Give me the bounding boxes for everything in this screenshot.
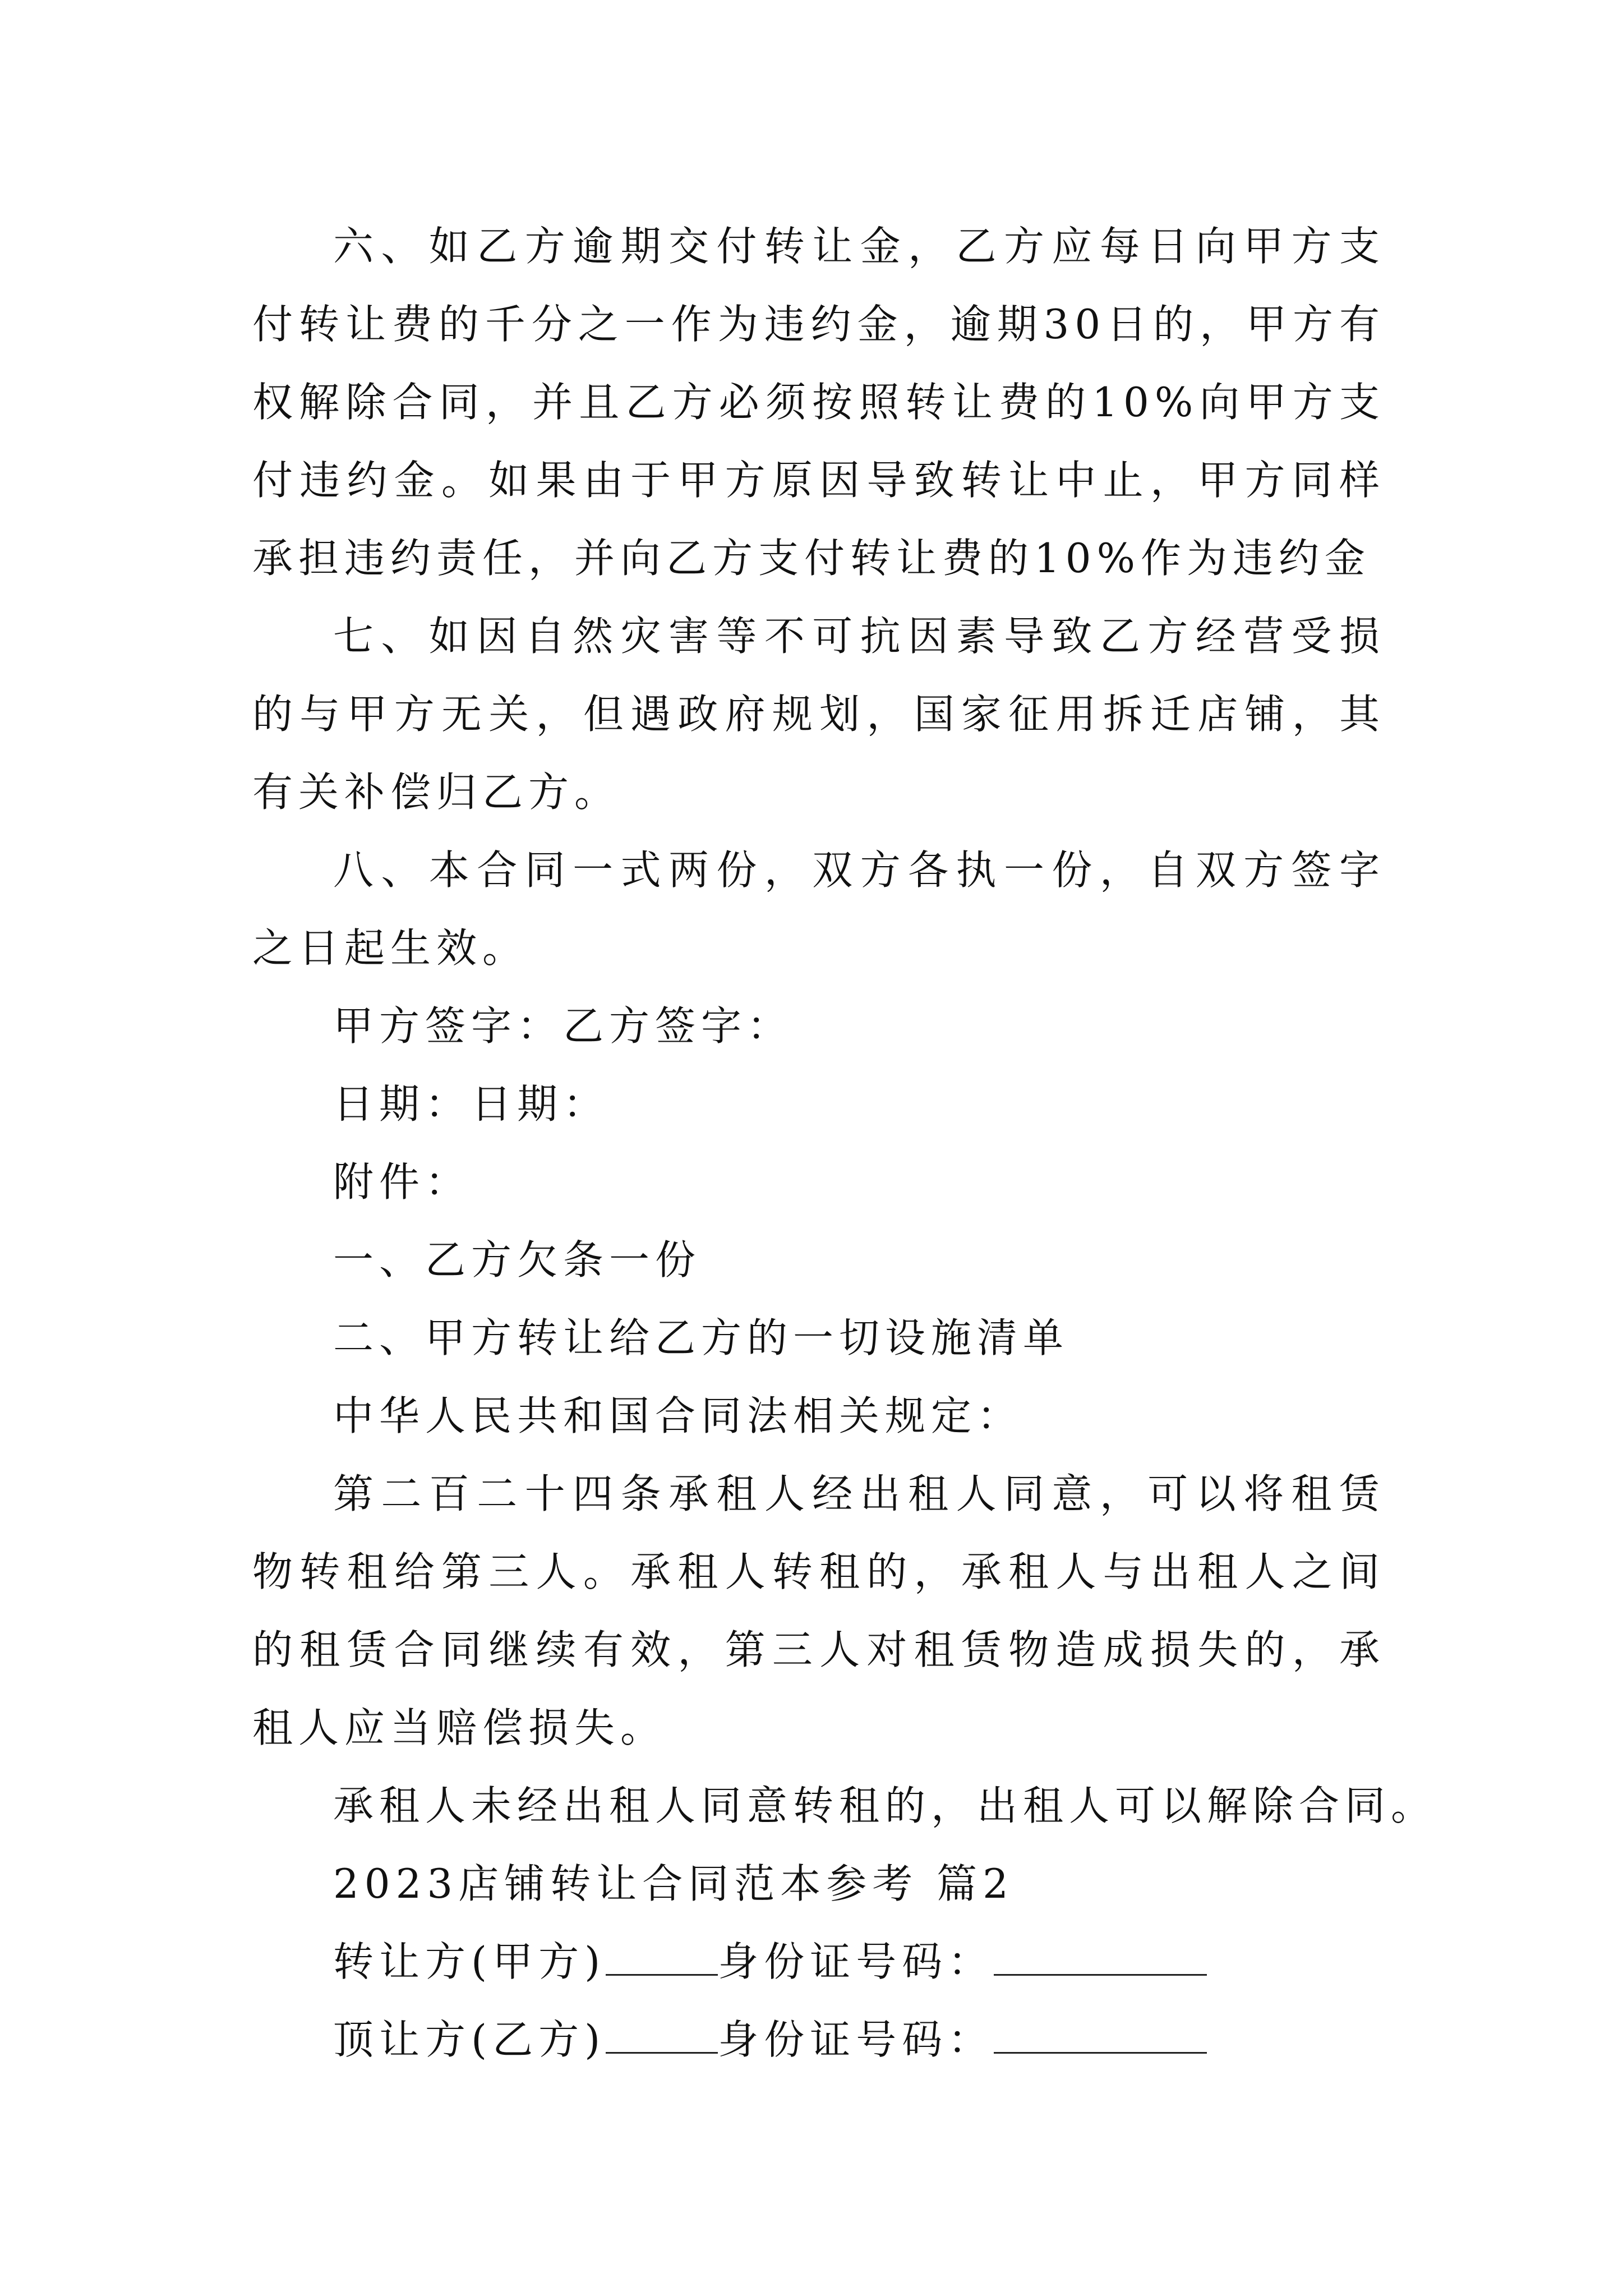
transferor-id-blank xyxy=(994,1929,1207,1976)
law-article-224-note: 承租人未经出租人同意转租的，出租人可以解除合同。 xyxy=(333,1782,1437,1829)
document-body xyxy=(252,208,1437,2079)
transferor-name-blank xyxy=(606,1929,718,1976)
transferee-id-label: 身份证号码： xyxy=(718,2016,994,2063)
transferor-line xyxy=(252,1923,1385,2001)
attachments-heading: 附件： xyxy=(333,1158,472,1205)
law-article-224: 第二百二十四条承租人经出租人同意，可以将租赁物转租给第三人。承租人转租的，承租人与出租人之间的租赁合同继续有效，第三人对租赁物造成损失的，承租人应当赔偿损失。 xyxy=(252,1470,1385,1751)
transferee-name-blank xyxy=(606,2007,718,2054)
transferor-id-label: 身份证号码： xyxy=(718,1938,994,1985)
clause-8: 八、本合同一式两份，双方各执一份，自双方签字之日起生效。 xyxy=(252,846,1385,972)
signature-line: 甲方签字：乙方签字： xyxy=(333,1002,794,1050)
section-2-title: 2023店铺转让合同范本参考 篇2 xyxy=(333,1860,1014,1907)
clause-6: 六、如乙方逾期交付转让金，乙方应每日向甲方支付转让费的千分之一作为违约金，逾期30日的，甲方有权解除合同，并且乙方必须按照转让费的10%向甲方支付违约金。如果由于甲方原因导致转让中止，甲方同样承担违约责任，并向乙方支付转让费的10%作为违约金 xyxy=(252,223,1385,582)
transferee-id-blank xyxy=(994,2007,1207,2054)
transferee-label: 顶让方(乙方) xyxy=(333,2016,606,2063)
clause-7: 七、如因自然灾害等不可抗因素导致乙方经营受损的与甲方无关，但遇政府规划，国家征用拆迁店铺，其有关补偿归乙方。 xyxy=(252,613,1385,816)
attachment-item-2: 二、甲方转让给乙方的一切设施清单 xyxy=(333,1314,1069,1361)
transferor-label: 转让方(甲方) xyxy=(333,1938,606,1985)
law-heading: 中华人民共和国合同法相关规定： xyxy=(333,1392,1023,1439)
date-line: 日期：日期： xyxy=(333,1080,610,1128)
transferee-line xyxy=(252,2001,1385,2079)
attachment-item-1: 一、乙方欠条一份 xyxy=(333,1236,702,1283)
